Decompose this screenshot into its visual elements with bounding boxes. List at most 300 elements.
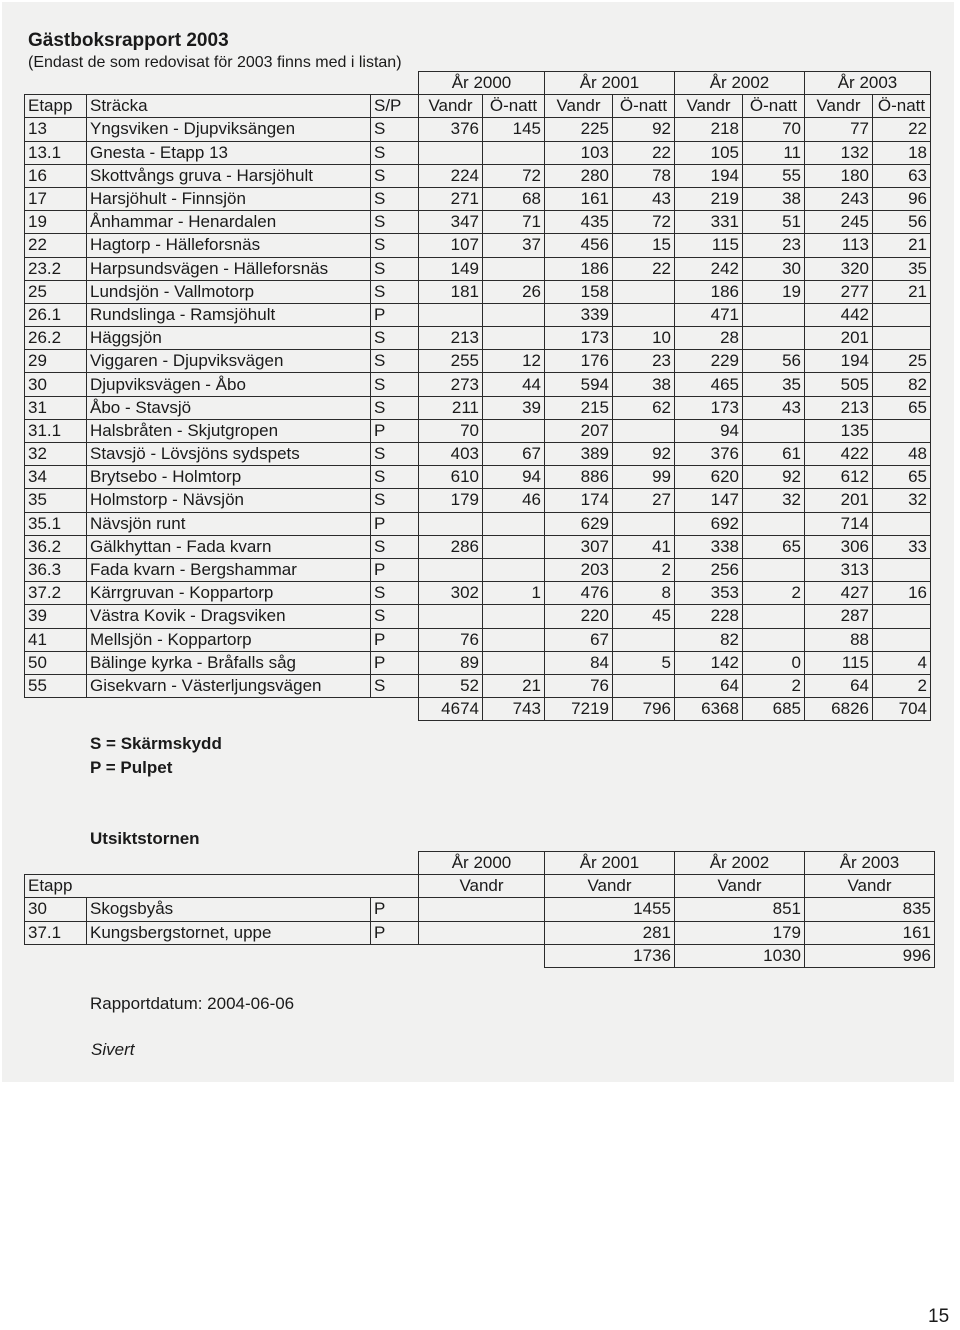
vandr-cell: 456 [545,234,613,257]
vandr-cell: 389 [545,443,613,466]
table-row [25,582,931,605]
onatt-cell: 2 [743,674,805,697]
vandr-cell: 465 [675,373,743,396]
header-etapp: Etapp [25,95,87,118]
tower-sp-cell: P [371,921,419,944]
onatt-cell: 72 [613,211,675,234]
stracka-cell: Åbo - Stavsjö [87,396,371,419]
stracka-cell: Gisekvarn - Västerljungsvägen [87,674,371,697]
vandr-cell: 194 [805,350,873,373]
stracka-cell: Gnesta - Etapp 13 [87,141,371,164]
onatt-cell [873,558,931,581]
vandr-cell: 149 [419,257,483,280]
vandr-cell: 302 [419,582,483,605]
vandr-cell: 64 [675,674,743,697]
onatt-cell: 99 [613,466,675,489]
tower-name-cell: Kungsbergstornet, uppe [87,921,371,944]
table-row [25,350,931,373]
table-row [25,512,931,535]
table-row [25,257,931,280]
tower-header-vandr: Vandr [545,875,675,898]
table-row [25,211,931,234]
header-stracka: Sträcka [87,95,371,118]
vandr-cell: 181 [419,280,483,303]
vandr-cell: 113 [805,234,873,257]
vandr-cell: 224 [419,164,483,187]
tower-table [24,851,935,968]
vandr-cell: 76 [545,674,613,697]
vandr-cell: 132 [805,141,873,164]
vandr-cell: 313 [805,558,873,581]
onatt-cell [743,303,805,326]
vandr-cell: 84 [545,651,613,674]
vandr-cell: 28 [675,327,743,350]
tower-year-2001: År 2001 [545,852,675,875]
etapp-cell: 23.2 [25,257,87,280]
vandr-cell: 612 [805,466,873,489]
vandr-cell: 76 [419,628,483,651]
onatt-cell: 56 [873,211,931,234]
etapp-cell: 39 [25,605,87,628]
vandr-cell: 147 [675,489,743,512]
vandr-cell: 173 [675,396,743,419]
total-vandr: 4674 [419,698,483,721]
stracka-cell: Mellsjön - Koppartorp [87,628,371,651]
stracka-cell: Rundslinga - Ramsjöhult [87,303,371,326]
year-2003: År 2003 [805,72,931,95]
onatt-cell [613,628,675,651]
vandr-cell: 225 [545,118,613,141]
etapp-cell: 34 [25,466,87,489]
year-header-row [25,72,931,95]
onatt-cell [483,257,545,280]
onatt-cell: 92 [613,443,675,466]
tower-name-cell: Skogsbyås [87,898,371,921]
table-row [25,118,931,141]
stracka-cell: Djupviksvägen - Åbo [87,373,371,396]
onatt-cell [743,558,805,581]
table-row [25,141,931,164]
sp-cell: S [371,535,419,558]
stracka-cell: Yngsviken - Djupviksängen [87,118,371,141]
etapp-cell: 37.2 [25,582,87,605]
onatt-cell [483,628,545,651]
table-row [25,234,931,257]
tower-year-2000: År 2000 [419,852,545,875]
vandr-cell [419,605,483,628]
vandr-cell: 610 [419,466,483,489]
vandr-cell: 442 [805,303,873,326]
year-2002: År 2002 [675,72,805,95]
tower-vandr-cell: 161 [805,921,935,944]
onatt-cell: 145 [483,118,545,141]
onatt-cell: 39 [483,396,545,419]
vandr-cell: 435 [545,211,613,234]
onatt-cell [743,605,805,628]
etapp-cell: 36.2 [25,535,87,558]
tower-row [25,898,935,921]
tower-vandr-cell [419,921,545,944]
onatt-cell: 70 [743,118,805,141]
header-onatt: Ö-natt [873,95,931,118]
tower-heading: Utsiktstornen [90,829,200,848]
etapp-cell: 55 [25,674,87,697]
tower-year-2003: År 2003 [805,852,935,875]
etapp-cell: 16 [25,164,87,187]
vandr-cell: 213 [419,327,483,350]
onatt-cell: 44 [483,373,545,396]
sp-cell: S [371,582,419,605]
tower-header-row [25,875,935,898]
etapp-cell: 35.1 [25,512,87,535]
vandr-cell: 287 [805,605,873,628]
sp-cell: S [371,187,419,210]
etapp-cell: 17 [25,187,87,210]
onatt-cell [483,327,545,350]
header-vandr: Vandr [675,95,743,118]
total-onatt: 796 [613,698,675,721]
vandr-cell: 88 [805,628,873,651]
tower-header-vandr: Vandr [675,875,805,898]
sp-cell: P [371,558,419,581]
vandr-cell: 353 [675,582,743,605]
vandr-cell [419,512,483,535]
vandr-cell: 229 [675,350,743,373]
onatt-cell: 38 [613,373,675,396]
onatt-cell [483,605,545,628]
onatt-cell: 62 [613,396,675,419]
tower-header-etapp: Etapp [25,875,419,898]
stracka-cell: Skottvångs gruva - Harsjöhult [87,164,371,187]
onatt-cell: 5 [613,651,675,674]
table-row [25,466,931,489]
onatt-cell: 61 [743,443,805,466]
stracka-cell: Harsjöhult - Finnsjön [87,187,371,210]
onatt-cell: 18 [873,141,931,164]
vandr-cell [419,141,483,164]
vandr-cell: 176 [545,350,613,373]
vandr-cell: 186 [545,257,613,280]
onatt-cell [483,303,545,326]
onatt-cell [613,512,675,535]
report-title: Gästboksrapport 2003 [28,30,229,51]
tower-sp-cell: P [371,898,419,921]
tower-vandr-cell: 835 [805,898,935,921]
sp-cell: S [371,489,419,512]
onatt-cell: 65 [743,535,805,558]
table-row [25,303,931,326]
onatt-cell: 2 [743,582,805,605]
vandr-cell: 255 [419,350,483,373]
vandr-cell: 201 [805,327,873,350]
onatt-cell: 94 [483,466,545,489]
onatt-cell [743,327,805,350]
vandr-cell: 211 [419,396,483,419]
vandr-cell: 347 [419,211,483,234]
stracka-cell: Viggaren - Djupviksvägen [87,350,371,373]
onatt-cell: 2 [873,674,931,697]
onatt-cell: 35 [873,257,931,280]
etapp-cell: 26.2 [25,327,87,350]
onatt-cell: 0 [743,651,805,674]
stracka-cell: Kärrgruvan - Koppartorp [87,582,371,605]
stracka-cell: Brytsebo - Holmtorp [87,466,371,489]
page-number: 15 [928,1306,950,1327]
stracka-cell: Gälkhyttan - Fada kvarn [87,535,371,558]
onatt-cell: 23 [613,350,675,373]
vandr-cell: 339 [545,303,613,326]
onatt-cell [483,419,545,442]
onatt-cell [873,303,931,326]
vandr-cell: 714 [805,512,873,535]
table-row [25,651,931,674]
tower-etapp-cell: 37.1 [25,921,87,944]
header-vandr: Vandr [545,95,613,118]
vandr-cell: 427 [805,582,873,605]
vandr-cell: 220 [545,605,613,628]
column-header-row [25,95,931,118]
onatt-cell: 32 [743,489,805,512]
sp-cell: S [371,141,419,164]
sp-cell: S [371,605,419,628]
vandr-cell: 203 [545,558,613,581]
tower-year-row [25,852,935,875]
table-row [25,443,931,466]
table-row [25,628,931,651]
table-row [25,419,931,442]
onatt-cell: 21 [873,280,931,303]
legend-p: P = Pulpet [90,758,173,777]
onatt-cell: 48 [873,443,931,466]
etapp-cell: 13 [25,118,87,141]
tower-vandr-cell: 1455 [545,898,675,921]
vandr-cell: 67 [545,628,613,651]
sp-cell: S [371,280,419,303]
table-row [25,187,931,210]
etapp-cell: 32 [25,443,87,466]
vandr-cell: 103 [545,141,613,164]
vandr-cell: 135 [805,419,873,442]
vandr-cell: 218 [675,118,743,141]
total-onatt: 704 [873,698,931,721]
table-row [25,280,931,303]
vandr-cell: 207 [545,419,613,442]
onatt-cell: 22 [613,257,675,280]
vandr-cell: 158 [545,280,613,303]
sp-cell: S [371,257,419,280]
total-vandr: 7219 [545,698,613,721]
vandr-cell: 105 [675,141,743,164]
sp-cell: S [371,164,419,187]
vandr-cell: 173 [545,327,613,350]
table-row [25,489,931,512]
vandr-cell: 594 [545,373,613,396]
legend-s: S = Skärmskydd [90,734,222,753]
onatt-cell [873,512,931,535]
stracka-cell: Västra Kovik - Dragsviken [87,605,371,628]
year-2000: År 2000 [419,72,545,95]
etapp-cell: 31 [25,396,87,419]
etapp-cell: 30 [25,373,87,396]
etapp-cell: 13.1 [25,141,87,164]
etapp-cell: 19 [25,211,87,234]
onatt-cell: 43 [743,396,805,419]
vandr-cell: 620 [675,466,743,489]
onatt-cell: 65 [873,396,931,419]
tower-vandr-cell: 281 [545,921,675,944]
tower-total-vandr: 1736 [545,944,675,967]
tower-header-vandr: Vandr [805,875,935,898]
vandr-cell: 161 [545,187,613,210]
onatt-cell [483,535,545,558]
sp-cell: P [371,303,419,326]
vandr-cell: 52 [419,674,483,697]
onatt-cell: 19 [743,280,805,303]
onatt-cell [613,303,675,326]
vandr-cell: 273 [419,373,483,396]
etapp-cell: 31.1 [25,419,87,442]
header-onatt: Ö-natt [743,95,805,118]
tower-vandr-cell [419,898,545,921]
vandr-cell: 219 [675,187,743,210]
stracka-cell: Fada kvarn - Bergshammar [87,558,371,581]
vandr-cell: 471 [675,303,743,326]
sp-cell: S [371,118,419,141]
vandr-cell: 338 [675,535,743,558]
onatt-cell: 68 [483,187,545,210]
vandr-cell: 245 [805,211,873,234]
onatt-cell: 10 [613,327,675,350]
onatt-cell [483,651,545,674]
vandr-cell: 82 [675,628,743,651]
table-row [25,674,931,697]
total-vandr: 6368 [675,698,743,721]
onatt-cell [613,674,675,697]
onatt-cell [873,327,931,350]
onatt-cell: 26 [483,280,545,303]
onatt-cell: 56 [743,350,805,373]
etapp-cell: 36.3 [25,558,87,581]
vandr-cell: 505 [805,373,873,396]
stracka-cell: Häggsjön [87,327,371,350]
onatt-cell: 71 [483,211,545,234]
report-subtitle: (Endast de som redovisat för 2003 finns med i listan) [28,54,402,71]
etapp-cell: 50 [25,651,87,674]
onatt-cell: 45 [613,605,675,628]
etapp-cell: 35 [25,489,87,512]
stracka-cell: Hagtorp - Hälleforsnäs [87,234,371,257]
vandr-cell: 422 [805,443,873,466]
onatt-cell: 96 [873,187,931,210]
report-date: Rapportdatum: 2004-06-06 [90,994,295,1013]
table-row [25,327,931,350]
totals-spacer [25,698,419,721]
total-onatt: 743 [483,698,545,721]
vandr-cell: 180 [805,164,873,187]
stracka-cell: Holmstorp - Nävsjön [87,489,371,512]
onatt-cell: 30 [743,257,805,280]
tower-vandr-cell: 851 [675,898,805,921]
signature: Sivert [91,1040,135,1059]
year-2001: År 2001 [545,72,675,95]
onatt-cell: 23 [743,234,805,257]
onatt-cell: 8 [613,582,675,605]
onatt-cell: 4 [873,651,931,674]
vandr-cell: 115 [675,234,743,257]
onatt-cell [483,512,545,535]
onatt-cell: 16 [873,582,931,605]
vandr-cell: 271 [419,187,483,210]
vandr-cell: 70 [419,419,483,442]
header-vandr: Vandr [805,95,873,118]
onatt-cell [873,628,931,651]
tower-row [25,921,935,944]
sp-cell: S [371,396,419,419]
onatt-cell: 32 [873,489,931,512]
onatt-cell: 92 [743,466,805,489]
onatt-cell: 15 [613,234,675,257]
vandr-cell: 286 [419,535,483,558]
sp-cell: S [371,466,419,489]
vandr-cell: 174 [545,489,613,512]
onatt-cell: 72 [483,164,545,187]
vandr-cell: 280 [545,164,613,187]
stracka-cell: Bälinge kyrka - Bråfalls såg [87,651,371,674]
vandr-cell: 77 [805,118,873,141]
tower-total-vandr: 996 [805,944,935,967]
sp-cell: S [371,211,419,234]
vandr-cell: 64 [805,674,873,697]
sp-cell: S [371,327,419,350]
etapp-cell: 29 [25,350,87,373]
header-onatt: Ö-natt [483,95,545,118]
stracka-cell: Harpsundsvägen - Hälleforsnäs [87,257,371,280]
vandr-cell: 320 [805,257,873,280]
vandr-cell: 629 [545,512,613,535]
table-row [25,164,931,187]
vandr-cell: 228 [675,605,743,628]
table-row [25,535,931,558]
vandr-cell: 186 [675,280,743,303]
onatt-cell: 63 [873,164,931,187]
totals-row [25,698,931,721]
vandr-cell: 115 [805,651,873,674]
onatt-cell [873,419,931,442]
onatt-cell [743,628,805,651]
onatt-cell [743,419,805,442]
vandr-cell [419,558,483,581]
onatt-cell: 46 [483,489,545,512]
onatt-cell [483,141,545,164]
onatt-cell: 2 [613,558,675,581]
stracka-cell: Nävsjön runt [87,512,371,535]
sp-cell: S [371,443,419,466]
onatt-cell: 21 [873,234,931,257]
sp-cell: S [371,674,419,697]
vandr-cell: 242 [675,257,743,280]
onatt-cell: 22 [613,141,675,164]
tower-totals-spacer [25,944,419,967]
onatt-cell: 37 [483,234,545,257]
vandr-cell: 107 [419,234,483,257]
vandr-cell: 886 [545,466,613,489]
etapp-cell: 26.1 [25,303,87,326]
header-onatt: Ö-natt [613,95,675,118]
onatt-cell: 35 [743,373,805,396]
stracka-cell: Lundsjön - Vallmotorp [87,280,371,303]
tower-header-vandr: Vandr [419,875,545,898]
vandr-cell: 142 [675,651,743,674]
